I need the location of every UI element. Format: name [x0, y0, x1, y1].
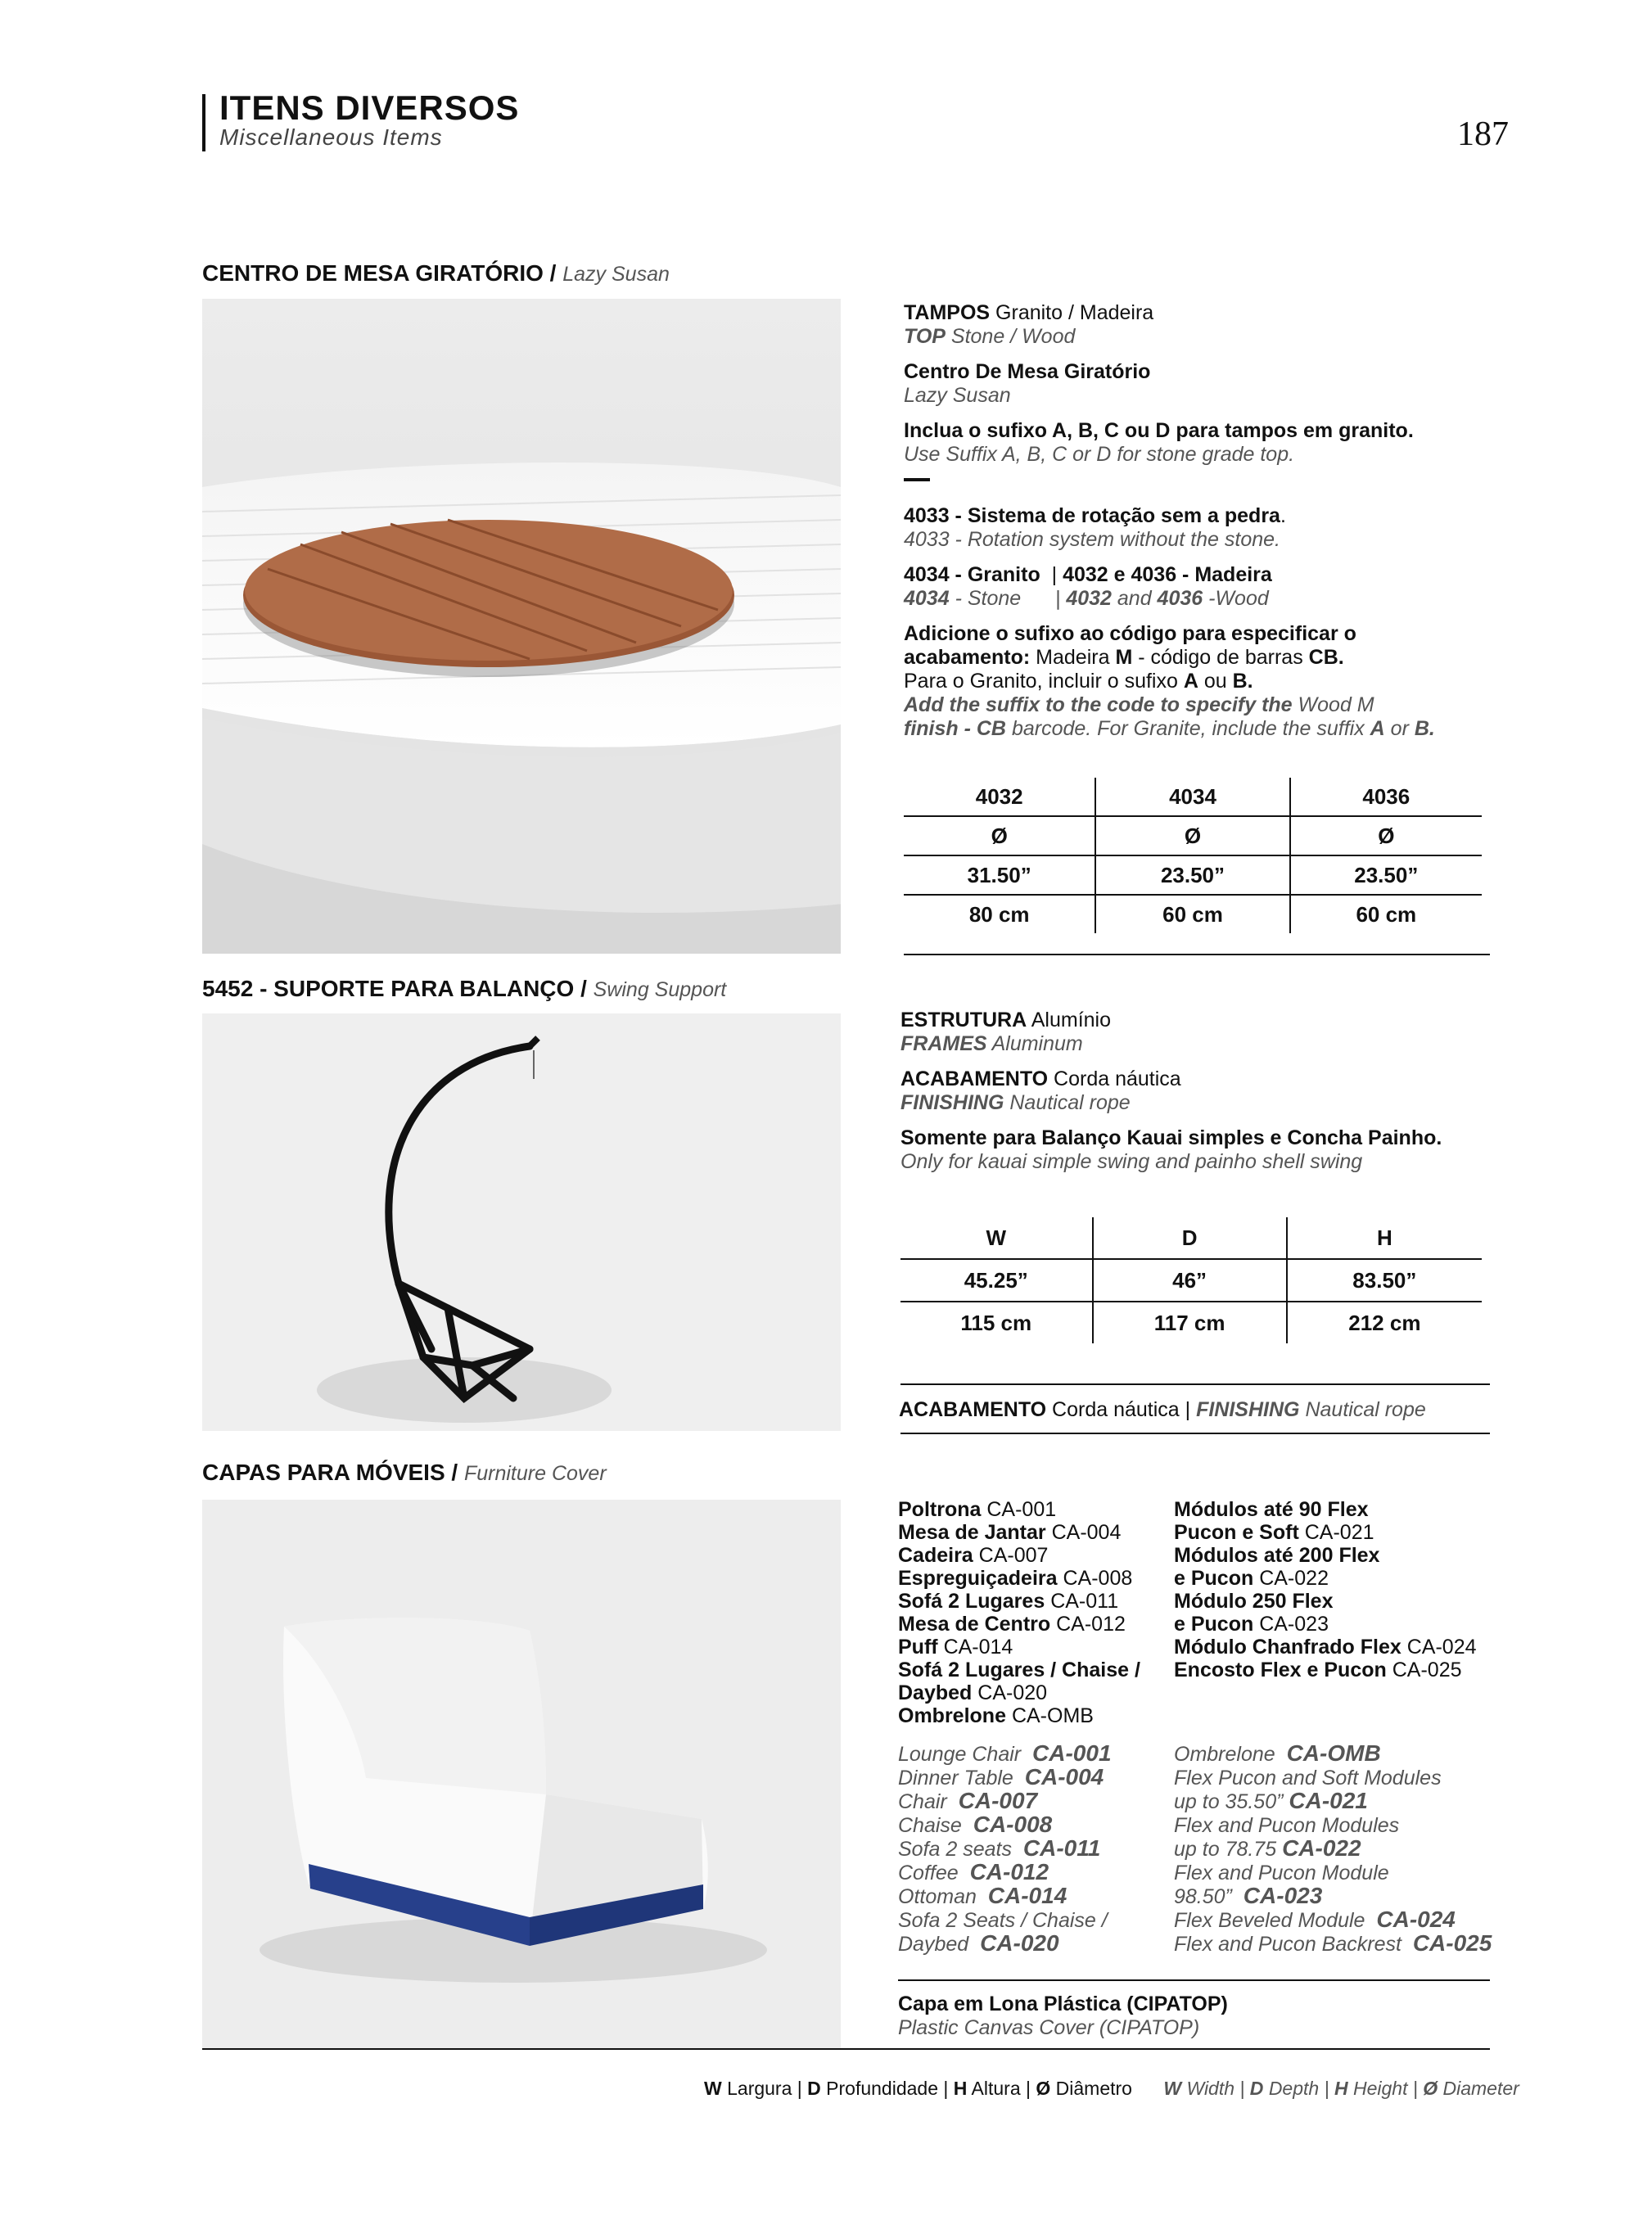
table-cell: 31.50” [904, 855, 1095, 895]
table-row [900, 1302, 1482, 1343]
table-cell: H [1287, 1217, 1482, 1259]
dimension-legend: W Largura | D Profundidade | H Altura | Ø Diâmetro W Width | D Depth | H Height | Ø Diameter [704, 2078, 1519, 2099]
swing-support-specs: ESTRUTURA Alumínio FRAMES Aluminum ACABAMENTO Corda náutica FINISHING Nautical rope Somente para Balanço Kauai simples e Concha Painho. Only for kauai simple swing and painho shell swing [900, 1009, 1442, 1173]
list-item: Pucon e Soft CA-021 [1174, 1521, 1374, 1544]
table-cell: 80 cm [968, 901, 1030, 927]
table-cell: 115 cm [960, 1310, 1032, 1335]
covers-list-pt-col1 [898, 1498, 1176, 1727]
table-cell: 60 cm [1290, 895, 1482, 933]
list-item: Mesa de Centro CA-012 [898, 1613, 1126, 1636]
lazy-susan-illustration [202, 299, 841, 954]
lazy-susan-image [202, 299, 841, 954]
list-item: Encosto Flex e Pucon CA-025 [1174, 1659, 1462, 1681]
swing-support-dimension-table [900, 1217, 1482, 1343]
table-cell: 23.50” [1095, 855, 1289, 895]
list-item: Puff CA-014 [898, 1636, 1013, 1659]
table-row [900, 1259, 1482, 1302]
table-cell: 45.25” [900, 1259, 1093, 1302]
table-row [904, 816, 1482, 855]
furniture-cover-illustration [202, 1500, 841, 2048]
table-cell: 46” [1093, 1259, 1287, 1302]
section-divider [904, 954, 1490, 955]
table-cell: 4034 [1095, 778, 1289, 816]
list-item: Dinner Table CA-004 [898, 1764, 1104, 1789]
list-item: Flex Beveled Module CA-024 [1174, 1907, 1456, 1932]
section-divider [900, 1433, 1490, 1434]
page-subtitle: Miscellaneous Items [219, 124, 443, 150]
swing-support-image [202, 1013, 841, 1431]
table-cell: Ø [904, 816, 1095, 855]
table-row [904, 778, 1482, 816]
section-title-furniture-cover: CAPAS PARA MÓVEIS / Furniture Cover [202, 1460, 607, 1485]
table-row [904, 895, 1482, 933]
list-item: Ombrelone CA-OMB [1174, 1740, 1381, 1766]
header-accent-bar [202, 94, 205, 151]
table-row [904, 855, 1482, 895]
furniture-cover-image [202, 1500, 841, 2048]
list-item: Mesa de Jantar CA-004 [898, 1521, 1122, 1544]
list-item: e Pucon CA-022 [1174, 1567, 1329, 1590]
table-cell: Ø [1290, 816, 1482, 855]
list-item: Daybed CA-020 [898, 1930, 1059, 1956]
table-cell: 117 cm [1093, 1302, 1287, 1343]
list-item: Flex and Pucon Backrest CA-025 [1174, 1930, 1492, 1956]
lazy-susan-specs: TAMPOS Granito / Madeira TOP Stone / Wood Centro De Mesa Giratório Lazy Susan Inclua o sufixo A, B, C ou D para tampos em granito. Use Suffix A, B, C or D for stone grade top. 4033 - Sistema de rotação sem a pedra. 4033 - Rotation system without the stone. 4034 - Granito | 4032 e 4036 - Madeira 4034 - Stone | 4032 and 4036 -Wood Adicione o sufixo ao código para especificar o acabamento: Madeira M - código de barras CB. Para o Granito, incluir o sufixo A ou B. Add the suffix to the code to specify the Wood M finish - CB barcode. For Granite, include the suffix A or B. [904, 301, 1435, 740]
list-item: Daybed CA-020 [898, 1681, 1048, 1704]
list-item: Flex and Pucon Module [1174, 1862, 1389, 1884]
short-divider [904, 478, 930, 481]
table-cell: D [1093, 1217, 1287, 1259]
table-cell: 4036 [1290, 778, 1482, 816]
list-item: Módulos até 200 Flex [1174, 1544, 1380, 1567]
list-item: Lounge Chair CA-001 [898, 1740, 1112, 1766]
table-cell: W [900, 1217, 1093, 1259]
list-item: Módulos até 90 Flex [1174, 1498, 1369, 1521]
lazy-susan-dimension-table [904, 778, 1482, 933]
table-cell: Ø [1095, 816, 1289, 855]
list-item: Ottoman CA-014 [898, 1883, 1067, 1908]
swing-finishing-note: ACABAMENTO Corda náutica | FINISHING Nautical rope [899, 1398, 1426, 1421]
canvas-cover-note: Capa em Lona Plástica (CIPATOP) Plastic Canvas Cover (CIPATOP) [898, 1993, 1228, 2039]
list-item: Sofá 2 Lugares CA-011 [898, 1590, 1119, 1613]
table-cell: 4032 [904, 778, 1095, 816]
list-item: Módulo 250 Flex [1174, 1590, 1334, 1613]
list-item: Sofá 2 Lugares / Chaise / [898, 1659, 1140, 1681]
list-item: up to 78.75 CA-022 [1174, 1835, 1361, 1861]
page-bottom-rule [202, 2048, 1490, 2050]
swing-support-illustration [202, 1013, 841, 1431]
list-item: 98.50” CA-023 [1174, 1883, 1323, 1908]
table-cell: 23.50” [1290, 855, 1482, 895]
list-item: Chair CA-007 [898, 1788, 1038, 1813]
section-title-swing-support: 5452 - SUPORTE PARA BALANÇO / Swing Support [202, 976, 727, 1001]
page-number: 187 [1457, 115, 1509, 153]
list-item: Sofa 2 Seats / Chaise / [898, 1909, 1108, 1932]
list-item: Flex Pucon and Soft Modules [1174, 1767, 1442, 1789]
list-item: Flex and Pucon Modules [1174, 1814, 1400, 1837]
covers-list-pt-col2 [1174, 1498, 1493, 1681]
table-row [900, 1217, 1482, 1259]
section-divider [898, 1979, 1490, 1981]
table-cell: 60 cm [1095, 895, 1289, 933]
list-item: Cadeira CA-007 [898, 1544, 1049, 1567]
list-item: Espreguiçadeira CA-008 [898, 1567, 1133, 1590]
list-item: Sofa 2 seats CA-011 [898, 1835, 1101, 1861]
list-item: up to 35.50” CA-021 [1174, 1788, 1368, 1813]
table-cell: 212 cm [1287, 1302, 1482, 1343]
list-item: Ombrelone CA-OMB [898, 1704, 1094, 1727]
covers-list-en-col2 [1174, 1742, 1493, 1956]
list-item: Módulo Chanfrado Flex CA-024 [1174, 1636, 1477, 1659]
list-item: Chaise CA-008 [898, 1812, 1053, 1837]
section-title-lazy-susan: CENTRO DE MESA GIRATÓRIO / Lazy Susan [202, 260, 670, 286]
list-item: e Pucon CA-023 [1174, 1613, 1329, 1636]
table-cell: 83.50” [1287, 1259, 1482, 1302]
page-title: ITENS DIVERSOS [219, 88, 520, 127]
covers-list-en-col1 [898, 1742, 1176, 1956]
list-item: Poltrona CA-001 [898, 1498, 1057, 1521]
list-item: Coffee CA-012 [898, 1859, 1049, 1884]
section-divider [900, 1383, 1490, 1385]
